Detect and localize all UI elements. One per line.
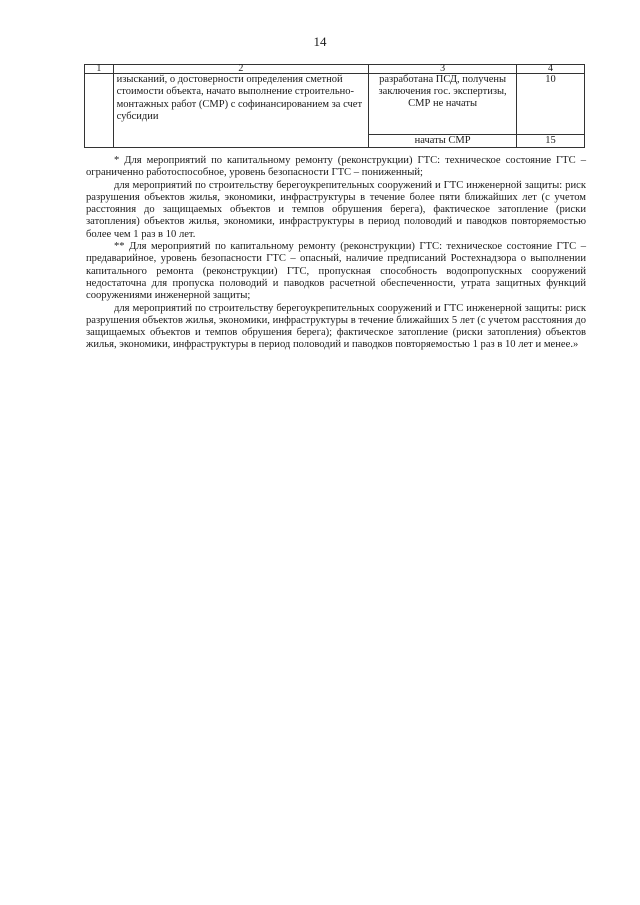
table-cell-score: 15 — [517, 135, 585, 148]
column-header-2: 2 — [113, 65, 368, 74]
footnotes — [86, 155, 586, 352]
footnote-paragraph: * Для мероприятий по капитальному ремонту (реконструкции) ГТС: техническое состояние ГТС – ограниченно работоспособное, уровень безопасности ГТС – пониженный; — [86, 155, 586, 179]
table-cell-status: разработана ПСД, получены заключения гос. экспертизы, СМР не начаты — [369, 74, 517, 135]
criteria-table — [84, 64, 585, 148]
column-header-4: 4 — [517, 65, 585, 74]
page-number: 14 — [313, 34, 327, 49]
table-cell-status: начаты СМР — [369, 135, 517, 148]
column-header-1: 1 — [85, 65, 114, 74]
column-header-3: 3 — [369, 65, 517, 74]
table-cell-description: изысканий, о достоверности определения сметной стоимости объекта, начато выполнение строительно-монтажных работ (СМР) с софинансированием за счет субсидии — [113, 74, 368, 148]
table-row — [85, 74, 585, 135]
table-header-row — [85, 65, 585, 74]
footnote-paragraph: для мероприятий по строительству берегоукрепительных сооружений и ГТС инженерной защиты: риск разрушения объектов жилья, экономики, инфраструктуры в течение ближайших 5 лет (с учетом расстояния до защищаемых объектов и темпов обрушения берега); фактическое затопление (риски затопления) объектов жилья, экономики, инфраструктуры в период половодий и паводков повторяемостью 1 раз в 10 лет и менее.» — [86, 302, 586, 351]
table-cell-score: 10 — [517, 74, 585, 135]
footnote-paragraph: для мероприятий по строительству берегоукрепительных сооружений и ГТС инженерной защиты: риск разрушения объектов жилья, экономики, инфраструктуры в течение более пяти ближайших лет (с учетом расстояния до защищаемых объектов и темпов обрушения берега), фактическое затопление (риски затопления) объектов жилья, экономики, инфраструктуры в период половодий и паводков повторяемостью более чем 1 раз в 10 лет. — [86, 179, 586, 240]
table-cell-empty — [85, 74, 114, 148]
footnote-paragraph: ** Для мероприятий по капитальному ремонту (реконструкции) ГТС: техническое состояние ГТС – предаварийное, уровень безопасности ГТС – опасный, наличие предписаний Ростехнадзора о выполнении капитального ремонта (реконструкции) ГТС, пропускная способность водопропускных сооружений недостаточна для пропуска половодий и паводков расчетной обеспеченности, утрата защитных функций сооружениями инженерной защиты; — [86, 241, 586, 302]
